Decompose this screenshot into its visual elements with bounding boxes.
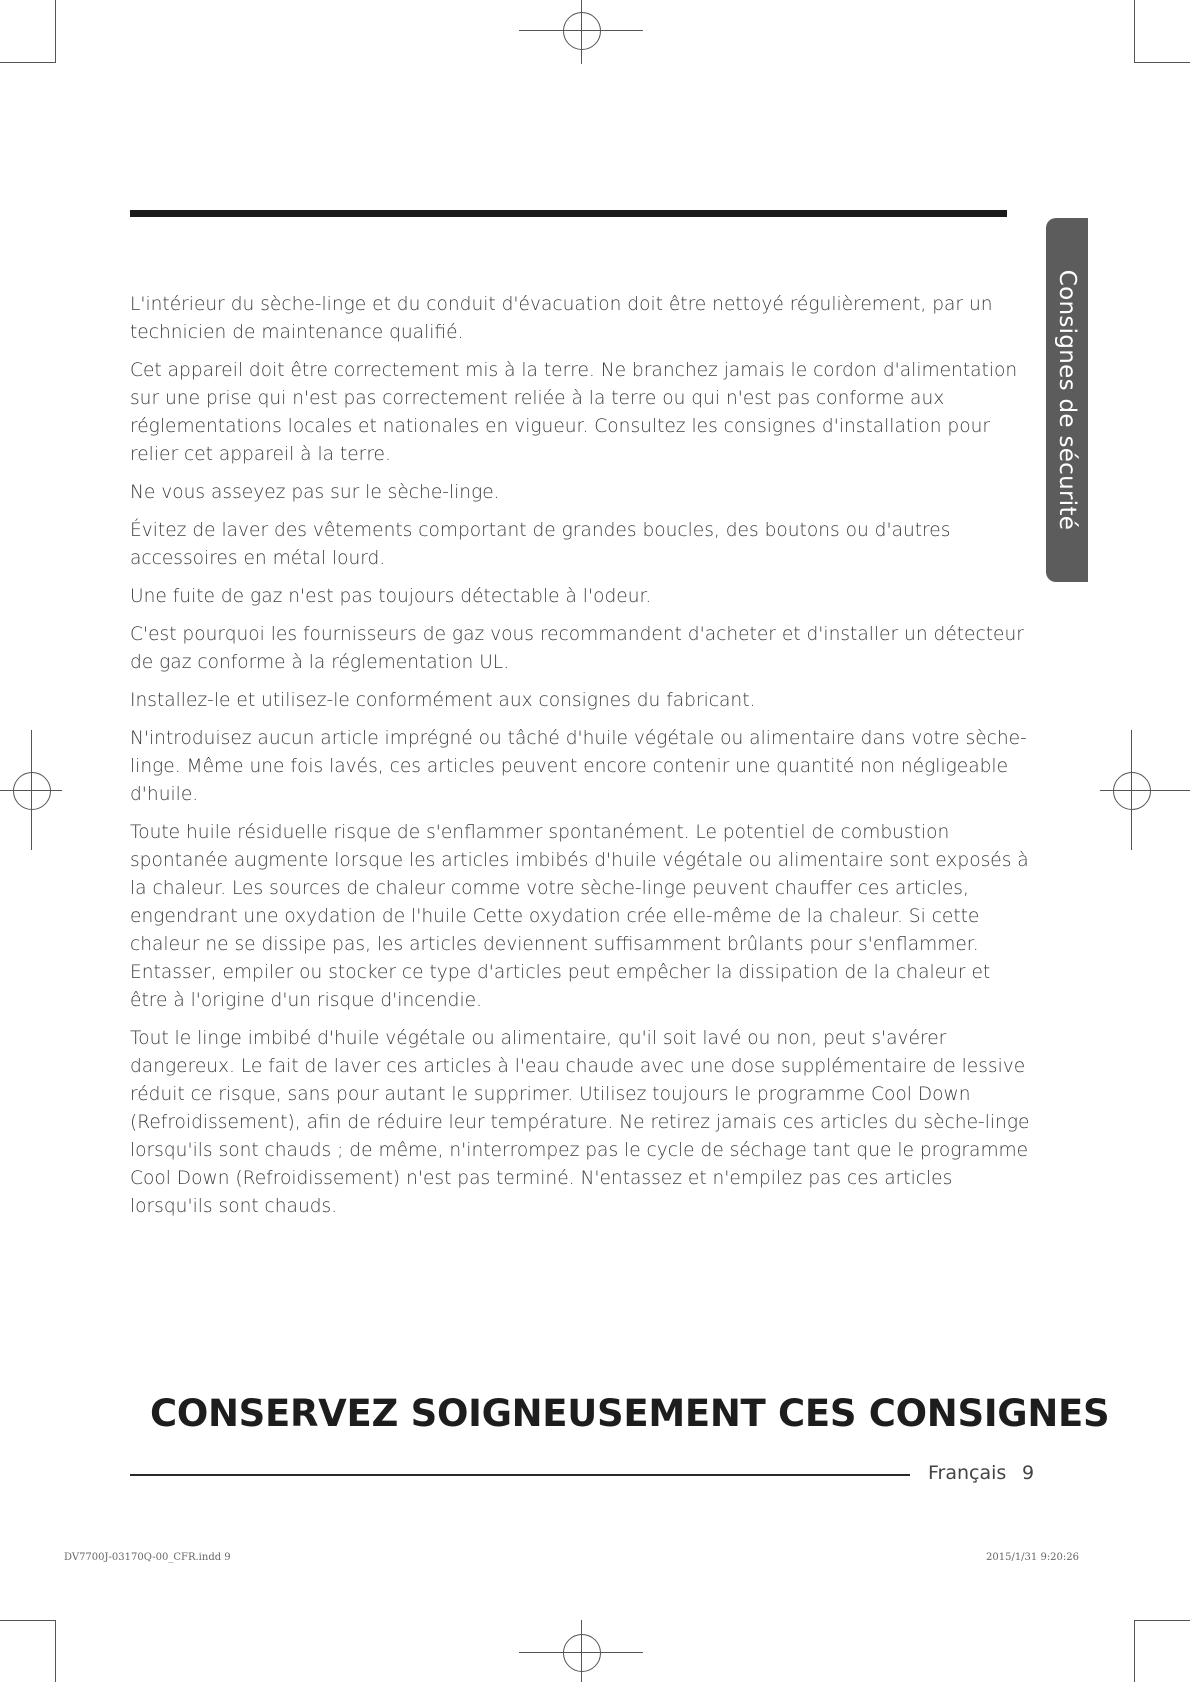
imprint-timestamp: 2015/1/31 9:20:26 [986,1552,1080,1563]
registration-mark-bottom [563,1634,601,1672]
footer-rule [130,1474,910,1476]
registration-mark-left [13,772,51,810]
registration-mark-left-v [31,730,32,850]
paragraph: Toute huile résiduelle risque de s'enflammer spontanément. Le potentiel de combustion spontanée augmente lorsque les articles imbibés d'huile végétale ou alimentaire sont exposés à la chaleur. Les sources de chaleur comme votre sèche-linge peuvent chauffer ces articles, engendrant une oxydation de l'huile Cette oxydation crée elle-même de la chaleur. Si cette chaleur ne se dissipe pas, les articles deviennent suffisamment brûlants pour s'enflammer. Entasser, empiler ou stocker ce type d'articles peut empêcher la dissipation de la chaleur et être à l'origine d'un risque d'incendie. [130,822,1029,1011]
paragraph: Cet appareil doit être correctement mis à la terre. Ne branchez jamais le cordon d'alimentation sur une prise qui n'est pas correctement reliée à la terre ou qui n'est pas conforme aux réglementations locales et nationales en vigueur. Consultez les consignes d'installation pour relier cet appareil à la terre. [130,360,1018,465]
crop-mark-top-right-horizontal [1134,62,1190,63]
paragraph: Évitez de laver des vêtements comportant de grandes boucles, des boutons ou d'autres accessoires en métal lourd. [130,520,951,569]
body-content [130,291,1030,1231]
registration-mark-right [1113,772,1151,810]
page-title: CONSERVEZ SOIGNEUSEMENT CES CONSIGNES [150,1392,1110,1435]
section-top-rule [130,210,1007,217]
imprint-file: DV7700J-03170Q-00_CFR.indd 9 [64,1552,231,1563]
side-tab-label: Consignes de sécurité [1054,269,1080,531]
crop-mark-top-right-vertical [1134,0,1135,62]
paragraph: Une fuite de gaz n'est pas toujours détectable à l'odeur. [130,586,652,607]
paragraph: N'introduisez aucun article imprégné ou tâché d'huile végétale ou alimentaire dans votre sèche-linge. Même une fois lavés, ces articles peuvent encore contenir une quantité non négligeable d'huile. [130,728,1027,805]
paragraph: Installez-le et utilisez-le conformément aux consignes du fabricant. [130,690,756,711]
footer-language: Français [928,1462,1007,1484]
registration-mark-right-v [1131,730,1132,850]
crop-mark-bottom-left-horizontal [0,1620,56,1621]
registration-mark-top-v [581,0,582,64]
crop-mark-top-left-horizontal [0,62,56,63]
crop-mark-top-left-vertical [55,0,56,62]
crop-mark-bottom-right-vertical [1134,1620,1135,1682]
page-number: 9 [1022,1462,1035,1484]
paragraph: C'est pourquoi les fournisseurs de gaz vous recommandent d'acheter et d'installer un détecteur de gaz conforme à la réglementation UL. [130,624,1024,673]
registration-mark-top [563,12,601,50]
paragraph: L'intérieur du sèche-linge et du conduit d'évacuation doit être nettoyé régulièrement, par un technicien de maintenance qualifié. [130,294,993,343]
paragraph: Ne vous asseyez pas sur le sèche-linge. [130,482,500,503]
registration-mark-bottom-v [581,1620,582,1682]
crop-mark-bottom-right-horizontal [1134,1620,1190,1621]
crop-mark-bottom-left-vertical [55,1620,56,1682]
paragraph: Tout le linge imbibé d'huile végétale ou alimentaire, qu'il soit lavé ou non, peut s'avérer dangereux. Le fait de laver ces articles à l'eau chaude avec une dose supplémentaire de lessive réduit ce risque, sans pour autant le supprimer. Utilisez toujours le programme Cool Down (Refroidissement), afin de réduire leur température. Ne retirez jamais ces articles du sèche-linge lorsqu'ils sont chauds ; de même, n'interrompez pas le cycle de séchage tant que le programme Cool Down (Refroidissement) n'est pas terminé. N'entassez et n'empilez pas ces articles lorsqu'ils sont chauds. [130,1028,1030,1217]
registration-mark-right-h [1100,790,1190,791]
